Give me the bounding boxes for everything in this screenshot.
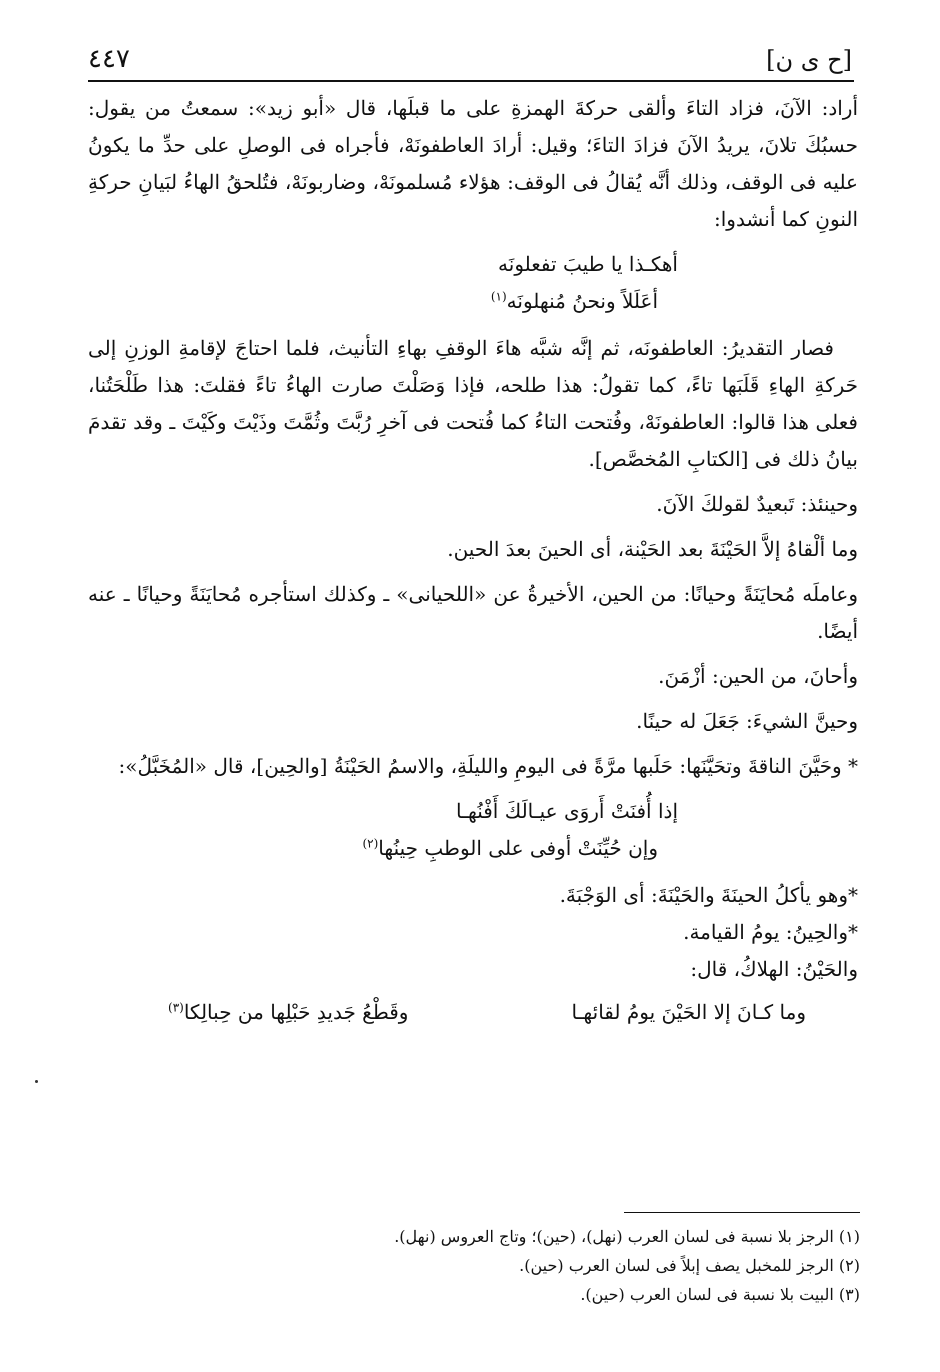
- verse-hemistich: [168, 994, 408, 1031]
- paragraph: * وحَيَّنَ الناقةَ وتحَيَّنَها: حَلَبها مرَّةً فى اليومِ والليلَةِ، والاسمُ الحَيْنَةُ [والحِين]، قال «المُخَبَّلُ»:: [118, 754, 858, 778]
- header-rule: [88, 80, 854, 82]
- paragraph: وحينئذ: تَبعيدٌ لقولكَ الآنَ.: [656, 492, 858, 516]
- page-number: ٤٤٧: [88, 44, 130, 74]
- paragraph: وعاملَه مُحايَنَةً وحيانًا: من الحين، الأخيرةُ عن «اللحيانى» ـ وكذلك استأجره مُحايَنَةً وحيانًا ـ عنه أيضًا.: [88, 582, 858, 643]
- verse-block: [88, 793, 858, 867]
- footnotes: [200, 1222, 860, 1309]
- verse-line: [88, 830, 858, 867]
- footnote-rule: [624, 1212, 860, 1213]
- paragraph: فصار التقديرُ: العاطفونَه، ثم إنَّه شبَّه هاءَ الوقفِ بهاءِ التأنيث، فلما احتاجَ لإقامةِ الوزنِ إلى حَركةِ الهاءِ قَلَبَها تاءً، كما تقولُ: هذا طلحه، فإذا وَصَلْتَ صارت الهاءُ تاءً فقلتَ: هذا طَلْحَتُنا، فعلى هذا قالوا: العاطفونَهْ، وفُتحت التاءُ كما فُتحت فى آخرِ رُبَّتَ وثُمَّتَ وذَيْتَ وكَيْتَ ـ وقد تقدمَ بيانُ ذلك فى [الكتابِ المُخصَّص].: [88, 336, 858, 471]
- verse-line: [88, 793, 858, 830]
- page-header: [88, 34, 852, 74]
- footnote-marker: (٢): [362, 836, 379, 851]
- paragraph: أراد: الآنَ، فزاد التاءَ وألقى حركةَ الهمزةِ على ما قبلَها، قال «أبو زيد»: سمعتُ من يقول: حسبُكَ تلانَ، يريدُ الآنَ فزادَ التاءَ؛ وقيل: أرادَ العاطفونَهْ، فأجراه فى الوصلِ على حدِّ ما يكونُ عليه فى الوقف، وذلك أنَّه يُقالُ فى الوقف: هؤلاء مُسلمونَهْ، وضاربونَهْ، فتُلحقُ الهاءُ لبَيانِ حركةِ النونِ كما أنشدوا:: [88, 96, 858, 231]
- verse-block: [88, 246, 858, 320]
- footnote-marker: (٣): [168, 1000, 184, 1015]
- main-text: [88, 90, 858, 1031]
- verse-text: أهكـذا يا طيبَ تفعلونَه: [498, 252, 678, 276]
- verse-text: إذا أُفنَتْ أَروَى عيـالَكَ أَفْنُهـا: [456, 799, 678, 823]
- verse-text: أعَلَلاً ونحنُ مُنهلونَه: [506, 289, 658, 313]
- paragraph: *والحِينُ: يومُ القيامة.: [683, 920, 858, 944]
- verse-line: [88, 283, 858, 320]
- verse-text: وقَطْعُ جَديدِ حَبْلِها من حِبالِكا: [183, 1000, 409, 1024]
- paragraph: وحينَّ الشيءَ: جَعَلَ له حينًا.: [636, 709, 858, 733]
- scan-speck: [35, 1080, 38, 1083]
- footnote: (٣) البيت بلا نسبة فى لسان العرب (حين).: [580, 1285, 860, 1304]
- paragraph: وأحانَ، من الحين: أزْمَنَ.: [658, 664, 858, 688]
- footnote-marker: (١): [490, 289, 507, 304]
- verse-text: وإن حُيِّنَتْ أوفى على الوطبِ حِينُها: [378, 836, 658, 860]
- paragraph: وما ألْقاهُ إلاَّ الحَيْنَةَ بعد الحَيْنة، أى الحينَ بعدَ الحين.: [447, 537, 858, 561]
- section-heading: [ح ى ن]: [766, 46, 852, 74]
- footnote: (١) الرجز بلا نسبة فى لسان العرب (نهل)، (حين)؛ وتاج العروس (نهل).: [394, 1227, 860, 1246]
- paragraph: *وهو يأكلُ الحينَةَ والحَيْنَةَ: أى الوَجْبَةَ.: [559, 883, 858, 907]
- verse-line: [88, 994, 858, 1031]
- footnote: (٢) الرجز للمخبل يصف إبلاً فى لسان العرب (حين).: [519, 1256, 860, 1275]
- verse-hemistich: وما كـانَ إلا الحَيْنَ يومُ لقائهـا: [571, 1000, 806, 1024]
- paragraph: والحَيْنُ: الهلاكُ، قال:: [690, 957, 858, 981]
- verse-line: [88, 246, 858, 283]
